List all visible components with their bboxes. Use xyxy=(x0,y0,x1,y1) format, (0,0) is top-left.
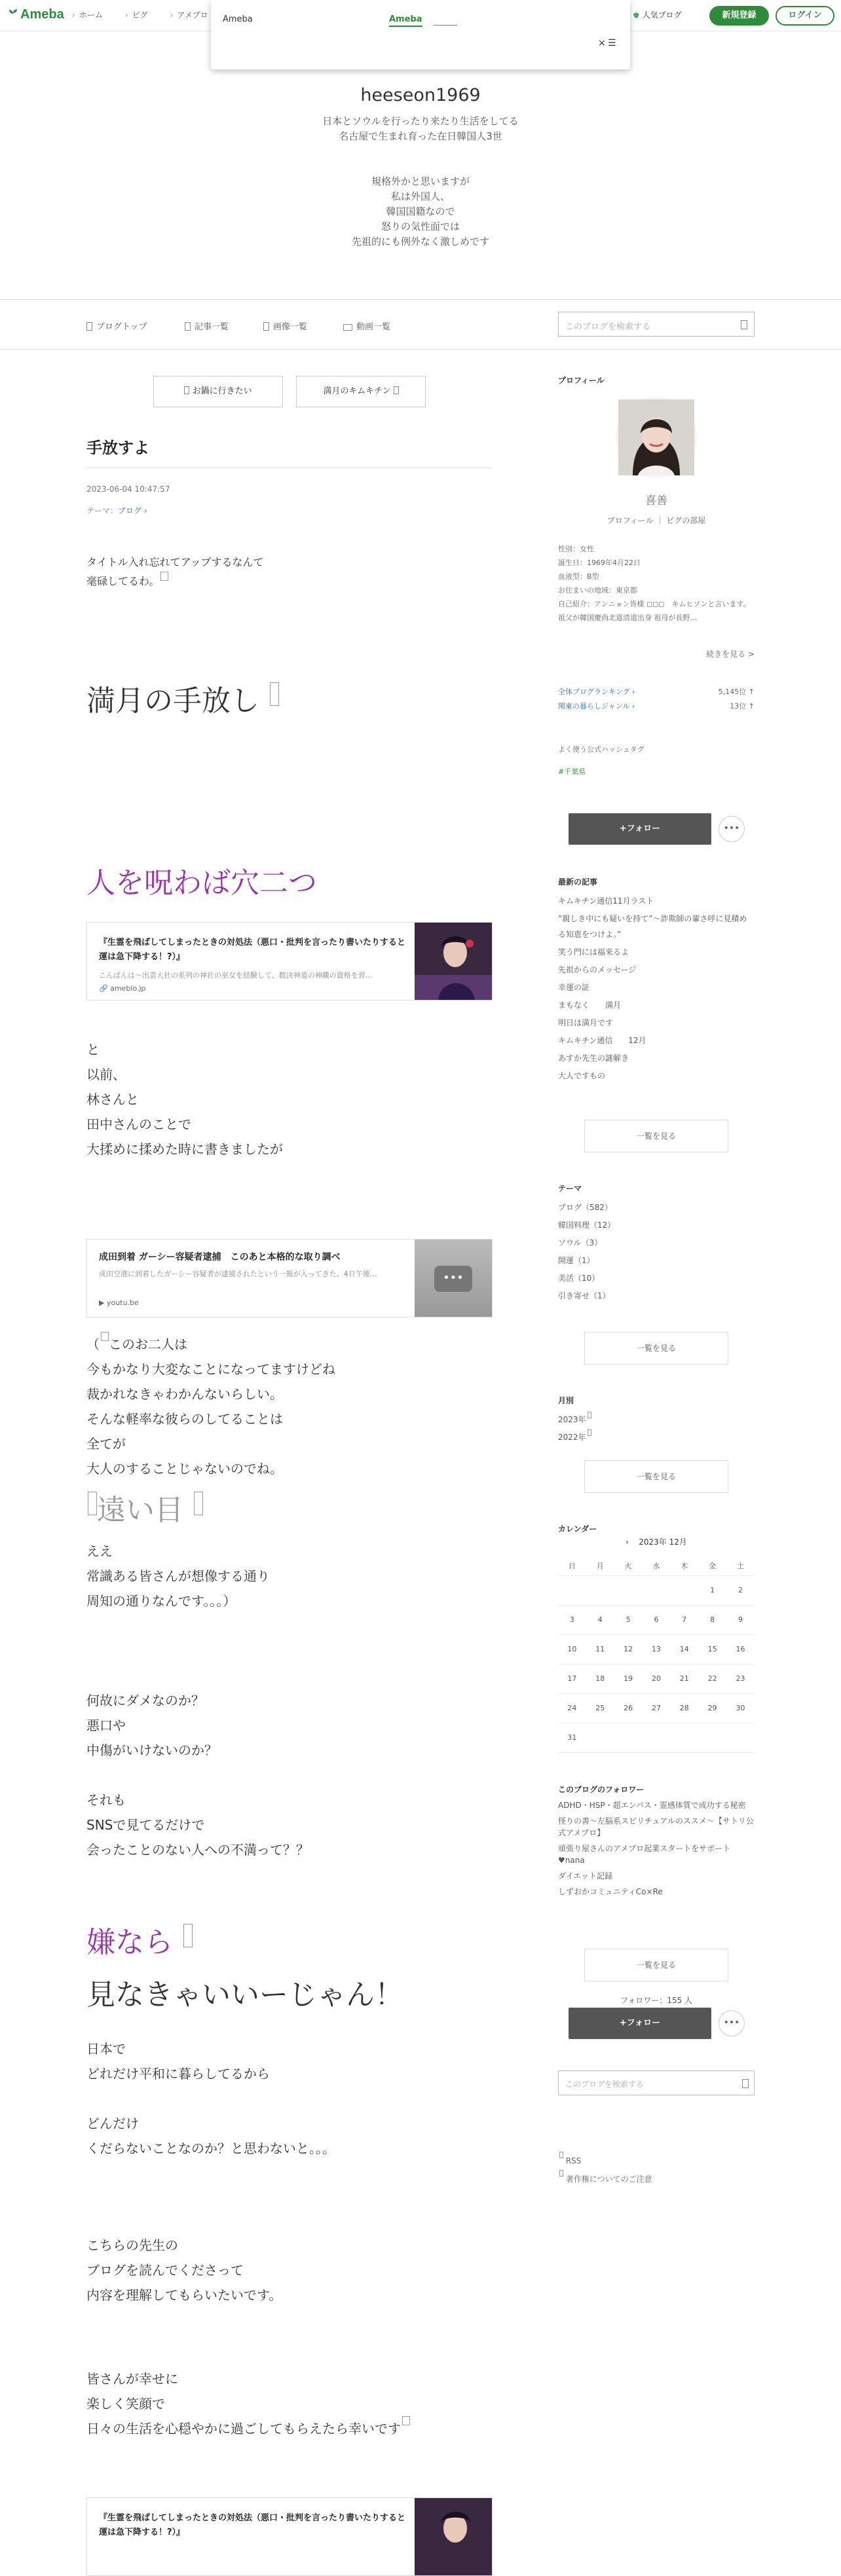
paragraph-background: と 以前、 林さんと 田中さんのことで 大揉めに揉めた時に書きましたが xyxy=(86,1042,283,1157)
ameba-logo[interactable] xyxy=(8,7,64,22)
followers-count: フォロワー：155 人 xyxy=(620,1996,693,2005)
ranking-genre-value: 13位 ↑ xyxy=(730,702,755,710)
followers-see-all-button[interactable]: 一覧を見る xyxy=(584,1949,728,1981)
calendar-day xyxy=(670,1723,698,1752)
paragraph-as-you-know: ええ 常識ある皆さんが想像する通り 周知の通りなんです。。。） xyxy=(86,1543,270,1609)
theme-heading: テーマ xyxy=(558,1184,582,1193)
month-list xyxy=(558,1412,755,1447)
chevron-right-icon: › xyxy=(629,702,635,710)
calendar-day: 2 xyxy=(726,1575,755,1605)
calendar-day: 26 xyxy=(614,1693,643,1723)
calendar-weekday: 木 xyxy=(670,1556,698,1575)
warning-icon xyxy=(559,2170,563,2177)
chevron-icon xyxy=(588,1429,591,1436)
read-more-link[interactable]: 続きを見る > xyxy=(706,650,755,659)
chevron-right-icon xyxy=(394,386,399,394)
calendar-weekday: 火 xyxy=(614,1556,643,1575)
calendar-day: 10 xyxy=(558,1634,586,1664)
paragraph-be-happy-text: 皆さんが幸せに 楽しく笑顔で 日々の生活を心穏やかに過ごしてもらえたら幸いです xyxy=(86,2371,401,2437)
calendar-body xyxy=(558,1575,755,1752)
paragraph-intro xyxy=(86,553,264,591)
calendar-day: 16 xyxy=(726,1634,755,1664)
calendar-day: 22 xyxy=(698,1664,726,1693)
theme-item[interactable]: 開運（1） xyxy=(558,1256,595,1265)
embed-card-title: 『生霊を飛ばしてしまったときの対処法（悪口・批判を言ったり書いたりすると運は急下降する！?）』 xyxy=(99,938,406,962)
pig-room-link[interactable]: ピグの部屋 xyxy=(666,516,706,525)
hashtag-heading: よく使う公式ハッシュタグ xyxy=(558,745,645,754)
logo-text: Ameba xyxy=(20,7,64,22)
recent-item[interactable]: 大人ですもの xyxy=(558,1071,606,1080)
calendar-day: 1 xyxy=(698,1575,726,1605)
paragraph-these-two xyxy=(86,1332,335,1481)
calendar-day: 4 xyxy=(586,1605,614,1634)
nav-image-list-label: 画像一覧 xyxy=(273,322,308,332)
calendar-month-label: 2023年 12月 xyxy=(639,1537,687,1547)
popup-left-label[interactable]: Ameba xyxy=(223,14,253,24)
close-icon[interactable]: × xyxy=(598,38,606,48)
ranking-genre[interactable] xyxy=(558,699,755,713)
nav-video-list-label: 動画一覧 xyxy=(356,322,391,332)
theme-item[interactable]: 美活（10） xyxy=(558,1274,600,1283)
broken-image-icon xyxy=(270,682,279,706)
blog-header xyxy=(0,31,841,300)
month-item[interactable] xyxy=(558,1429,755,1445)
calendar-month xyxy=(558,1536,755,1547)
profile-heading: プロフィール xyxy=(558,376,605,385)
follow-button[interactable]: +フォロー xyxy=(569,813,711,845)
embed-card-ameblo[interactable] xyxy=(86,922,493,1001)
calendar-day xyxy=(558,1575,586,1605)
followers-list xyxy=(558,1799,755,1902)
calendar-day xyxy=(726,1723,755,1752)
calendar-day xyxy=(614,1575,643,1605)
broken-image-icon xyxy=(402,2416,410,2425)
heading-if-you-dislike xyxy=(86,1919,193,1960)
nav-home[interactable]: › ホーム xyxy=(72,9,103,20)
theme-item[interactable]: ソウル（3） xyxy=(558,1238,603,1247)
nav-blog-top[interactable] xyxy=(86,320,147,332)
profile-links: プロフィール ｜ ピグの部屋 xyxy=(607,516,706,525)
calendar-day: 8 xyxy=(698,1605,726,1634)
blog-nav xyxy=(0,300,841,350)
broken-image-icon xyxy=(101,1332,109,1341)
calendar-day: 19 xyxy=(614,1664,643,1693)
calendar-day: 31 xyxy=(558,1723,586,1752)
rss-label: RSS xyxy=(565,2156,582,2165)
paragraph-these-two-text: このお二人は 今もかなり大変なことになってますけどね 裁かれなきゃわかんないらしい。 そんな軽率な彼らのしてることは 全てが 大人のすることじゃないのでね。 xyxy=(86,1336,335,1477)
avatar-image xyxy=(618,399,694,475)
embed-card-thumbnail xyxy=(415,2498,492,2575)
copyright-link[interactable] xyxy=(558,2170,652,2188)
article-date: 2023-06-04 10:47:57 xyxy=(86,485,170,494)
recent-item[interactable]: 明日は満月です xyxy=(558,1018,614,1027)
follower-item[interactable]: ADHD・HSP・超エンパス・霊感体質で成功する秘密 xyxy=(558,1801,746,1810)
calendar-day: 24 xyxy=(558,1693,586,1723)
month-item-label: 2023年 xyxy=(558,1415,586,1424)
calendar-weekday: 土 xyxy=(726,1556,755,1575)
recent-item[interactable]: ”親しき中にも疑いを持て”～詐欺師の輩さ呼に見積める知恵をつけよ。” xyxy=(558,914,747,939)
embed-card-ameblo-repeat[interactable] xyxy=(86,2497,493,2576)
heading-far-look-text: 遠い目 xyxy=(97,1494,183,1527)
sidebar-search-placeholder: このブログを検索する xyxy=(565,2080,645,2089)
prev-month-icon[interactable]: ‹ xyxy=(626,1537,629,1547)
calendar-day xyxy=(614,1723,643,1752)
embed-card-desc: こんばんは～出雲大社の系列の神社の巫女を経験して、数決神道の神職の資格を習… xyxy=(99,971,373,980)
embed-card-youtube[interactable] xyxy=(86,1239,493,1317)
calendar-day xyxy=(698,1723,726,1752)
footer-links xyxy=(558,2152,652,2188)
nav-image-list[interactable] xyxy=(263,320,307,332)
blog-search-placeholder: このブログを検索する xyxy=(565,322,651,332)
profile-info: 性別：女性 誕生日：1969年4月22日 血液型：B型 お住まいの地域：東京都 自己紹介：アンニョン皆様 ◻◻◻ キムヒソンと言います。祖父が韓国慶尚北道清道出身 祖母が長野… xyxy=(558,545,751,622)
calendar-day: 27 xyxy=(643,1693,671,1723)
calendar-week xyxy=(558,1693,755,1723)
ranking-overall-value: 5,145位 ↑ xyxy=(718,688,755,696)
calendar-day: 13 xyxy=(643,1634,671,1664)
calendar-weekday: 日 xyxy=(558,1556,586,1575)
ranking-overall-label: 全体ブログランキング xyxy=(558,688,630,696)
embed-card-url-text: ameblo.jp xyxy=(110,984,146,993)
calendar-day: 5 xyxy=(614,1605,643,1634)
blog-title[interactable]: heeseon1969 xyxy=(360,85,481,105)
embed-card-desc: 成田空港に到着したガーシー容疑者が逮捕されたという一報が入ってきた。4日午後… xyxy=(99,1270,377,1278)
calendar-day: 23 xyxy=(726,1664,755,1693)
calendar-weekday: 金 xyxy=(698,1556,726,1575)
popup-divider xyxy=(434,25,457,26)
recent-item[interactable]: キムキチン通信11月ラスト xyxy=(558,896,654,906)
copyright-label: 著作権についてのご注意 xyxy=(565,2175,652,2184)
calendar-week xyxy=(558,1605,755,1634)
theme-label: テーマ： xyxy=(86,506,119,515)
calendar-heading: カレンダー xyxy=(558,1524,597,1534)
calendar-day: 29 xyxy=(698,1693,726,1723)
heading-far-look xyxy=(86,1486,203,1528)
paragraph-intro-text: タイトル入れ忘れてアップするなんて 毫碌してるわ。 xyxy=(86,556,264,587)
theme-item[interactable]: 引き寄せ（1） xyxy=(558,1291,610,1300)
calendar-day xyxy=(586,1575,614,1605)
popup-active-tab[interactable]: Ameba xyxy=(389,14,422,27)
blog-description: 日本とソウルを行ったり来たり生活をしてる 名古屋で生まれ育った在日韓国人3世 規格外かと思いますが 私は外国人、 韓国国籍なので 怒りの気性面では 先祖的にも例外なく激しめです xyxy=(322,115,519,248)
sprout-icon xyxy=(8,8,18,20)
nav-video-list[interactable] xyxy=(343,320,390,332)
nav-blog-top-label: ブログトップ xyxy=(96,322,147,332)
heading-fullmoon xyxy=(86,677,279,719)
popular-blog-link[interactable] xyxy=(633,9,682,20)
profile-link[interactable]: プロフィール xyxy=(607,516,654,525)
month-item[interactable] xyxy=(558,1412,755,1427)
month-see-all-button[interactable]: 一覧を見る xyxy=(584,1460,728,1493)
calendar-week xyxy=(558,1664,755,1693)
menu-icon[interactable]: ☰ xyxy=(608,38,616,48)
ranking-genre-label: 関東の暮らしジャンル xyxy=(558,702,630,710)
calendar-weekday: 水 xyxy=(643,1556,671,1575)
calendar-day: 15 xyxy=(698,1634,726,1664)
calendar-week xyxy=(558,1723,755,1752)
calendar-day: 20 xyxy=(643,1664,671,1693)
calendar-day: 9 xyxy=(726,1605,755,1634)
follower-item[interactable]: ダイエット記録 xyxy=(558,1871,613,1881)
more-options-icon: ••• xyxy=(434,1266,472,1292)
video-icon xyxy=(343,324,352,331)
more-options-icon[interactable]: ••• xyxy=(719,816,745,842)
theme-list xyxy=(558,1200,755,1306)
embed-card-title: 成田到着 ガーシー容疑者逮捕 このあと本格的な取り調べ xyxy=(99,1252,341,1262)
broken-image-icon xyxy=(183,1924,193,1947)
calendar-day: 7 xyxy=(670,1605,698,1634)
theme-item[interactable]: 韓国料理（12） xyxy=(558,1221,616,1230)
broken-image-icon xyxy=(194,1492,203,1515)
list-icon xyxy=(185,322,191,331)
calendar-day: 12 xyxy=(614,1634,643,1664)
calendar-weekdays xyxy=(558,1556,755,1575)
search-icon[interactable] xyxy=(741,320,747,329)
recent-list xyxy=(558,893,755,1086)
month-item-label: 2022年 xyxy=(558,1433,586,1442)
popular-blog-label: 人気ブログ xyxy=(642,10,682,20)
crown-icon: ♚ xyxy=(633,10,640,20)
image-icon xyxy=(263,322,269,331)
search-icon[interactable] xyxy=(742,2079,749,2088)
chevron-right-icon: › xyxy=(629,688,635,696)
heading-dont-watch: 見なきゃいいーじゃん！ xyxy=(86,1978,403,2012)
calendar-day xyxy=(643,1575,671,1605)
calendar-table xyxy=(558,1556,755,1753)
recent-item[interactable]: まもなく 満月 xyxy=(558,1001,622,1010)
sidebar-search-input[interactable] xyxy=(558,2070,755,2095)
embed-card-url-text: youtu.be xyxy=(106,1298,139,1307)
embed-card-url: 🔗 ameblo.jp xyxy=(99,984,146,993)
nav-article-list[interactable] xyxy=(185,320,229,332)
open-paren: （ xyxy=(86,1336,100,1352)
next-article-button[interactable] xyxy=(296,376,426,407)
embed-card-url: ▶ youtu.be xyxy=(99,1298,139,1307)
rss-icon xyxy=(559,2152,563,2158)
calendar-day: 18 xyxy=(586,1664,614,1693)
blog-search-input[interactable] xyxy=(558,312,755,337)
theme-see-all-button[interactable]: 一覧を見る xyxy=(584,1332,728,1365)
register-button[interactable]: 新規登録 xyxy=(709,6,769,26)
heading-dislike-text: 嫌なら xyxy=(86,1926,173,1959)
follow-button-bottom[interactable]: +フォロー xyxy=(569,2008,711,2039)
prev-article-label: お鍋に行きたい xyxy=(192,386,252,396)
article-theme xyxy=(86,505,147,516)
nav-article-list-label: 記事一覧 xyxy=(195,322,229,332)
calendar-day: 11 xyxy=(586,1634,614,1664)
follower-item[interactable]: 怪りの書〜左脳系スピリチュアルのススメ〜【サトリ公式アメブロ】 xyxy=(558,1816,754,1837)
calendar-day: 3 xyxy=(558,1605,586,1634)
recent-item[interactable]: 幸運の証 xyxy=(558,983,590,992)
theme-link[interactable]: ブログ xyxy=(118,506,142,515)
recent-item[interactable]: あすか先生の謎解き xyxy=(558,1054,629,1063)
login-button[interactable]: ログイン xyxy=(776,6,834,26)
profile-name[interactable]: 喜善 xyxy=(645,494,667,507)
next-article-label: 満月のキムキチン xyxy=(323,386,391,396)
article-title: 手放すよ xyxy=(86,439,149,457)
chevron-right-icon: › xyxy=(141,506,147,515)
calendar-week xyxy=(558,1575,755,1605)
recent-item[interactable]: 先祖からのメッセージ xyxy=(558,965,637,974)
follower-item[interactable]: しずおかコミュニティCo×Re xyxy=(558,1887,663,1896)
theme-item[interactable]: ブログ（582） xyxy=(558,1203,612,1212)
calendar-week xyxy=(558,1634,755,1664)
avatar[interactable] xyxy=(616,397,697,478)
heading-fullmoon-text: 満月の手放し xyxy=(86,684,259,718)
recent-heading: 最新の記事 xyxy=(558,877,598,887)
broken-image-icon xyxy=(160,572,168,581)
recent-item[interactable]: キムキチン通信 12月 xyxy=(558,1036,646,1045)
recent-see-all-button[interactable]: 一覧を見る xyxy=(584,1120,728,1152)
paragraph-peace: 日本で どれだけ平和に暮らしてるから どんだけ くだらないことなのか？と思わないと。。。 xyxy=(86,2041,335,2156)
follower-item[interactable]: 頑張り屋さんのアメブロ起業スタートをサポート♥nana xyxy=(558,1844,731,1865)
calendar-day: 14 xyxy=(670,1634,698,1664)
embed-card-title: 『生霊を飛ばしてしまったときの対処法（悪口・批判を言ったり書いたりすると運は急下降する！?）』 xyxy=(99,2513,406,2537)
calendar-day: 25 xyxy=(586,1693,614,1723)
paragraph-why-bad: 何故にダメなのか？ 悪口や 中傷がいけないのか？ それも SNSで見てるだけで 会ったことのない人への不満って？？ xyxy=(86,1693,309,1858)
calendar-day xyxy=(670,1575,698,1605)
rss-link[interactable] xyxy=(558,2152,652,2170)
nav-pig[interactable]: › ピグ xyxy=(125,9,148,20)
ranking-overall[interactable] xyxy=(558,685,755,699)
page-icon xyxy=(86,322,92,331)
nav-ameblo[interactable]: › アメブロ xyxy=(170,9,208,20)
heading-curse: 人を呪わば穴二つ xyxy=(86,866,317,900)
calendar-weekday: 月 xyxy=(586,1556,614,1575)
broken-image-icon xyxy=(88,1492,97,1515)
calendar-day: 17 xyxy=(558,1664,586,1693)
chevron-left-icon xyxy=(184,386,189,394)
calendar-day: 6 xyxy=(643,1605,671,1634)
calendar-day xyxy=(586,1723,614,1752)
paragraph-be-happy xyxy=(86,2366,410,2441)
video-thumbnail xyxy=(415,1240,492,1317)
calendar-day xyxy=(643,1723,671,1752)
recent-item[interactable]: 笑う門には福来るよ xyxy=(558,948,629,957)
calendar-day: 21 xyxy=(670,1664,698,1693)
chevron-icon xyxy=(588,1412,591,1418)
calendar-day: 30 xyxy=(726,1693,755,1723)
month-heading: 月別 xyxy=(558,1396,574,1405)
prev-article-button[interactable] xyxy=(153,376,283,407)
paragraph-read-blog: こちらの先生の ブログを読んでくださって 内容を理解してもらいたいです。 xyxy=(86,2237,282,2303)
global-nav xyxy=(72,9,208,20)
embed-card-thumbnail xyxy=(415,923,492,1000)
followers-heading: このブログのフォロワー xyxy=(558,1785,645,1794)
hashtag-link[interactable]: #千葉県 xyxy=(558,767,586,776)
more-options-icon[interactable]: ••• xyxy=(719,2010,745,2036)
calendar-day: 28 xyxy=(670,1693,698,1723)
